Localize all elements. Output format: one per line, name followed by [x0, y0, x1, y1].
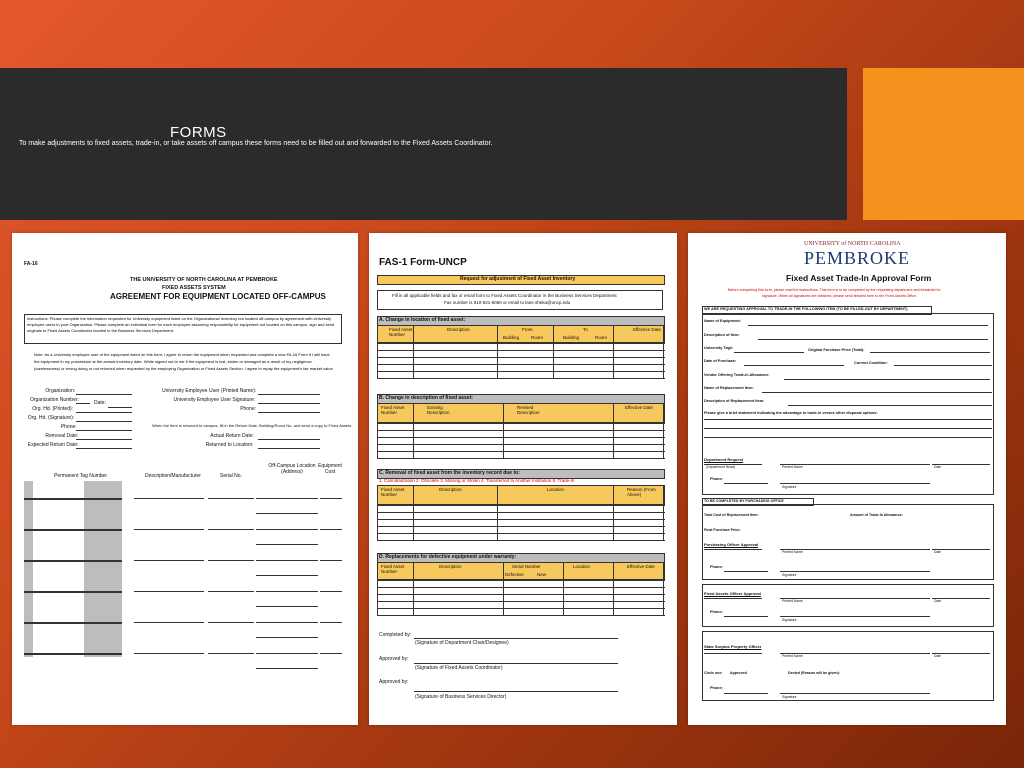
- column-label: Reason (From Above): [627, 487, 656, 497]
- date-1: Date: [934, 465, 942, 469]
- column-label: Effective Date: [627, 564, 655, 569]
- phone-2: Phone:: [710, 565, 723, 569]
- column-label: Serial Number: [512, 564, 541, 569]
- form-trade-in: [688, 233, 1006, 725]
- field-line: [758, 339, 988, 340]
- approved-by-1: Approved by:: [379, 656, 409, 662]
- signature-line: [932, 549, 990, 550]
- form-heading: AGREEMENT FOR EQUIPMENT LOCATED OFF-CAMPUS: [110, 292, 326, 301]
- instructions-text: Instructions: Please complete the information requested for University equipment listed on the Organizational Inventory but located off-campus by agreement with University employee users in your Organization. Please complete an individual form for each employee assuming responsibility for equipment not located on this campus, sign and send originals to Fixed Assets Coordinator located in the Business Services Department.: [27, 316, 335, 333]
- field-label: University Employee User (Printed Name):: [162, 388, 257, 394]
- col-description: Description/Manufacturer: [145, 473, 201, 479]
- location-line: [256, 529, 318, 530]
- location-line: [256, 622, 318, 623]
- condition-label: Current Condition:: [854, 361, 888, 365]
- sig-line-3: [414, 691, 618, 692]
- column-line: [663, 485, 664, 540]
- location-line: [256, 653, 318, 654]
- sub-column-label: Room: [595, 335, 608, 340]
- cost-line: [320, 529, 342, 530]
- column-line: [413, 485, 414, 540]
- serial-line: [208, 591, 254, 592]
- date-line: [108, 407, 132, 408]
- signature-line: [932, 653, 990, 654]
- field-line: [76, 448, 132, 449]
- column-line: [503, 403, 504, 458]
- date-3: Date: [934, 599, 942, 603]
- printed-name-3: Printed Name: [782, 599, 803, 603]
- trade-field-label: University Tag#:: [704, 346, 734, 350]
- row-line: [377, 350, 665, 351]
- purchasing-approval: Purchasing Officer Approval: [704, 542, 759, 547]
- row-line: [377, 608, 665, 609]
- column-line: [613, 403, 614, 458]
- section-header: [377, 485, 665, 505]
- trade-field-label: Date of Purchase:: [704, 359, 737, 363]
- desc-line: [134, 622, 204, 623]
- column-label: Fixed Asset Number: [381, 564, 405, 574]
- signature-line: [780, 549, 930, 550]
- approved-by-2: Approved by:: [379, 679, 409, 685]
- column-label: From: [522, 327, 533, 332]
- row-line: [377, 357, 665, 358]
- row-line: [377, 371, 665, 372]
- slide-title: FORMS: [170, 124, 227, 141]
- desc-line: [134, 653, 204, 654]
- row-line: [377, 458, 665, 459]
- field-line: [734, 352, 804, 353]
- trade-in-title: Fixed Asset Trade-In Approval Form: [786, 273, 932, 283]
- accent-block: [863, 68, 1024, 220]
- col-cost: Equipment Cost: [318, 463, 342, 475]
- row-line: [377, 430, 665, 431]
- location-line: [256, 560, 318, 561]
- row-line: [377, 378, 665, 379]
- sig-label-1: (Signature of Department Chair/Designee): [415, 640, 509, 646]
- tag-line: [24, 591, 122, 593]
- column-line: [663, 325, 664, 378]
- row-line: [377, 343, 665, 344]
- column-line: [377, 403, 378, 458]
- column-label: Description: [439, 564, 462, 569]
- sig-label-2: (Signature of Fixed Assets Coordinator): [415, 665, 503, 671]
- university-name: THE UNIVERSITY OF NORTH CAROLINA AT PEMBROKE: [130, 277, 278, 283]
- sub-column-label: New: [537, 572, 547, 577]
- location-line: [256, 544, 318, 545]
- signature-line: [780, 653, 930, 654]
- column-line: [413, 403, 414, 458]
- signature-line: [704, 464, 762, 465]
- sub-column-label: Defective: [505, 572, 524, 577]
- tag-line: [24, 653, 122, 655]
- field-label: Org. Hd. (Signature):: [27, 415, 75, 421]
- date-4: Date: [934, 654, 942, 658]
- sub-column-label: Building: [503, 335, 520, 340]
- field-line: [748, 325, 988, 326]
- section-title: B. Change in description of fixed asset:: [379, 395, 473, 401]
- field-label: Removal Date:: [45, 433, 79, 439]
- field-line: [870, 352, 990, 353]
- signature-1: Signature: [782, 485, 797, 489]
- cost-line: [320, 591, 342, 592]
- field-line: [76, 403, 90, 404]
- field-line: [76, 421, 132, 422]
- field-line: [258, 448, 320, 449]
- sub-column-label: Building: [563, 335, 580, 340]
- row-line: [377, 594, 665, 595]
- cost-line: [320, 498, 342, 499]
- dept-head: (Department Head): [706, 465, 736, 469]
- tag-shade-right: [84, 481, 122, 657]
- cost-line: [320, 653, 342, 654]
- column-line: [413, 562, 414, 615]
- desc-line: [134, 591, 204, 592]
- field-line: [258, 394, 320, 395]
- signature-4: Signature: [782, 695, 797, 699]
- serial-line: [208, 529, 254, 530]
- trade-field-label: Vendor Offering Trade-In Allowance:: [704, 373, 770, 377]
- column-line: [663, 562, 664, 615]
- field-label: Org. Hd. (Printed):: [32, 406, 74, 412]
- phone-4: Phone:: [710, 686, 723, 690]
- phone-3: Phone:: [710, 610, 723, 614]
- signature-line: [780, 693, 930, 694]
- row-line: [377, 526, 665, 527]
- row-line: [377, 451, 665, 452]
- section-title: D. Replacements for defective equipment under warranty:: [379, 554, 517, 560]
- cost-line: [320, 622, 342, 623]
- sig-line-2: [414, 663, 618, 664]
- field-label: Phone:: [60, 424, 77, 430]
- column-label: To: [583, 327, 588, 332]
- column-label: Location: [573, 564, 591, 569]
- column-label: Existing Description: [427, 405, 450, 415]
- serial-line: [208, 622, 254, 623]
- signature-line: [704, 549, 762, 550]
- column-line: [377, 325, 378, 378]
- phone-1: Phone:: [710, 477, 723, 481]
- column-line: [613, 562, 614, 615]
- circle-one: Circle one:: [704, 671, 723, 675]
- field-label: Organization Number:: [30, 397, 79, 403]
- field-line: [762, 392, 992, 393]
- warning-2: signature. When all signatures are obtained, please send finished form to the Fixed Assets Office.: [762, 294, 917, 298]
- row-line: [377, 601, 665, 602]
- signature-line: [780, 483, 930, 484]
- trade-field-label: Name of Replacement Item:: [704, 386, 754, 390]
- note-text: Note: As a University employee user of the equipment listed on this form, I agree to return the equipment when requested and complete a new FA-16 Form if I still have the equipment in my possession at the annual inventory date. While signed out to me if the equipment is lost, stolen or damaged as a result of my negligence (carelessness) or wrong doing or not returned when requested by the employing Organization or Fixed Assets Section, I agree to repay the equipment's fair market value.: [34, 352, 334, 371]
- warning-1: Before completing this form, please read the instructions. This form is to be completed by the requesting department and forwarded to: [728, 288, 941, 292]
- column-line: [377, 485, 378, 540]
- instructions-line-2: Fax number is 910-521-6060 or email to lane.sheka@uncp.edu: [444, 300, 571, 305]
- col-serial: Serial No.: [220, 473, 242, 479]
- denied-option: Denied (Reason will be given):: [788, 671, 840, 675]
- instructions-box: [24, 314, 342, 344]
- column-line: [413, 325, 414, 378]
- trade-field-label: Please give a brief statement indicating the advantage to trade-in versus other disposal options:: [704, 411, 878, 415]
- total-cost: Total Cost of Replacement Item:: [704, 513, 759, 517]
- location-line: [256, 498, 318, 499]
- serial-line: [208, 653, 254, 654]
- row-line: [377, 519, 665, 520]
- instructions-line-1: Fill in all applicable fields and fax or email form to Fixed Assets Coordinator in the Business Services Department: [392, 293, 617, 298]
- signature-line: [780, 616, 930, 617]
- section1-text: WE ARE REQUESTING APPROVAL TO TRADE-IN THE FOLLOWING ITEM (TO BE FILLED-OUT BY DEPARTMENT): [704, 307, 908, 311]
- column-label: Revised Description: [517, 405, 540, 415]
- trade-field-label: Name of Equipment:: [704, 319, 741, 323]
- field-line: [258, 439, 320, 440]
- signature-line: [704, 598, 762, 599]
- logo-top: UNIVERSITY of NORTH CAROLINA: [804, 241, 901, 247]
- section-reasons: 1. Cannibalization 2. Obsolete 3. Missing or Stolen 4. Transferred to Another Institution 5. Trade-In: [379, 478, 575, 483]
- location-line: [256, 637, 318, 638]
- tag-line: [24, 622, 122, 624]
- row-line: [377, 580, 665, 581]
- field-line: [744, 365, 844, 366]
- banner-text: Request for adjustment of Fixed Asset Inventory: [460, 276, 576, 282]
- fas-banner: [377, 275, 665, 285]
- column-label: Description: [439, 487, 462, 492]
- form-fa16: [12, 233, 358, 725]
- orig-price-label: Original Purchase Price (Total):: [808, 348, 865, 352]
- section2-text: TO BE COMPLETED BY PURCHASING OFFICE: [704, 499, 784, 503]
- field-line: [894, 365, 992, 366]
- phone-line: [724, 571, 768, 572]
- column-label: Fixed Asset Number: [381, 405, 405, 415]
- column-label: Effective Date: [625, 405, 653, 410]
- column-line: [377, 562, 378, 615]
- signature-line: [932, 598, 990, 599]
- field-label: Actual Return Date:: [210, 433, 254, 439]
- signature-3: Signature: [782, 618, 797, 622]
- tag-line: [24, 560, 122, 562]
- row-line: [377, 444, 665, 445]
- system-name: FIXED ASSETS SYSTEM: [162, 285, 226, 291]
- row-line: [377, 540, 665, 541]
- tag-shade-left: [24, 481, 33, 657]
- signature-line: [932, 464, 990, 465]
- field-label: Phone:: [240, 406, 257, 412]
- trade-field-label: Description of Replacement Item:: [704, 399, 765, 403]
- printed-name-4: Printed Name: [782, 654, 803, 658]
- row-line: [377, 364, 665, 365]
- tag-line: [24, 498, 122, 500]
- slide-subtitle: To make adjustments to fixed assets, trade-in, or take assets off campus these forms need to be filled out and forwarded to the Fixed Assets Coordinator.: [19, 140, 493, 147]
- desc-line: [134, 560, 204, 561]
- field-line: [704, 419, 992, 420]
- surplus-officer: State Surplus Property Officer: [704, 644, 762, 649]
- phone-line: [724, 693, 768, 694]
- field-line: [76, 430, 132, 431]
- tag-line: [24, 529, 122, 531]
- section-title: A. Change in location of fixed asset:: [379, 317, 466, 323]
- trade-field-label: Description of Item:: [704, 333, 740, 337]
- return-note: When the item is returned to campus, fill in the Return Date, Building/Room No. and send a copy to Fixed Assets: [152, 423, 352, 428]
- column-label: Fixed Asset Number: [381, 487, 405, 497]
- desc-line: [134, 498, 204, 499]
- field-line: [76, 394, 132, 395]
- sig-label-3: (Signature of Business Services Director): [415, 694, 507, 700]
- column-line: [497, 485, 498, 540]
- fas-title: FAS-1 Form-UNCP: [379, 257, 467, 268]
- column-line: [497, 325, 498, 378]
- fas-instructions: [377, 290, 663, 310]
- field-line: [788, 405, 992, 406]
- signature-line: [704, 653, 762, 654]
- field-line: [76, 439, 132, 440]
- section1-box: [702, 313, 994, 495]
- section4-box: [702, 631, 994, 701]
- final-price: Final Purchase Price:: [704, 528, 741, 532]
- location-line: [256, 668, 318, 669]
- row-line: [377, 587, 665, 588]
- row-line: [377, 615, 665, 616]
- approved-option: Approved: [730, 671, 747, 675]
- field-line: [704, 428, 992, 429]
- cost-line: [320, 560, 342, 561]
- phone-line: [724, 616, 768, 617]
- column-label: Fixed Asset Number: [389, 327, 413, 337]
- column-label: Effective Date: [633, 327, 661, 332]
- field-line: [784, 379, 990, 380]
- sig-line-1: [414, 638, 618, 639]
- field-line: [76, 412, 132, 413]
- location-line: [256, 575, 318, 576]
- row-line: [377, 512, 665, 513]
- desc-line: [134, 529, 204, 530]
- location-line: [256, 513, 318, 514]
- serial-line: [208, 498, 254, 499]
- column-line: [663, 403, 664, 458]
- date-label: Date:: [94, 400, 106, 406]
- signature-line: [780, 598, 930, 599]
- form-code: FA-16: [24, 261, 38, 267]
- location-line: [256, 606, 318, 607]
- serial-line: [208, 560, 254, 561]
- field-line: [258, 403, 320, 404]
- column-line: [563, 562, 564, 615]
- location-line: [256, 591, 318, 592]
- column-line: [553, 325, 554, 378]
- printed-name-1: Printed Name: [782, 465, 803, 469]
- dept-request: Department Request: [704, 457, 744, 462]
- field-line: [704, 437, 992, 438]
- date-2: Date: [934, 550, 942, 554]
- signature-line: [780, 464, 930, 465]
- signature-line: [780, 571, 930, 572]
- column-line: [613, 485, 614, 540]
- row-line: [377, 423, 665, 424]
- field-line: [258, 412, 320, 413]
- col-tag: Permanent Tag Number: [54, 473, 107, 479]
- fixed-assets-approval: Fixed Assets Officer Approval: [704, 591, 761, 596]
- col-location: Off-Campus Location (Address): [268, 463, 316, 475]
- form-fas1: [369, 233, 677, 725]
- field-label: Expected Return Date:: [27, 442, 79, 448]
- printed-name-2: Printed Name: [782, 550, 803, 554]
- field-label: University Employee User Signature:: [173, 397, 256, 403]
- column-line: [613, 325, 614, 378]
- row-line: [377, 505, 665, 506]
- field-label: Organization:: [45, 388, 76, 394]
- row-line: [377, 437, 665, 438]
- column-label: Location: [547, 487, 565, 492]
- column-line: [503, 562, 504, 615]
- logo-pembroke: PEMBROKE: [804, 248, 911, 268]
- field-label: Returned to Location:: [205, 442, 254, 448]
- section-title: C. Removal of fixed asset from the inventory record due to:: [379, 470, 520, 476]
- trade-amount: Amount of Trade-In Allowance:: [850, 513, 903, 517]
- row-line: [377, 533, 665, 534]
- signature-2: Signature: [782, 573, 797, 577]
- column-label: Description: [447, 327, 470, 332]
- phone-line: [724, 483, 768, 484]
- sub-column-label: Room: [531, 335, 544, 340]
- completed-by: Completed by:: [379, 632, 412, 638]
